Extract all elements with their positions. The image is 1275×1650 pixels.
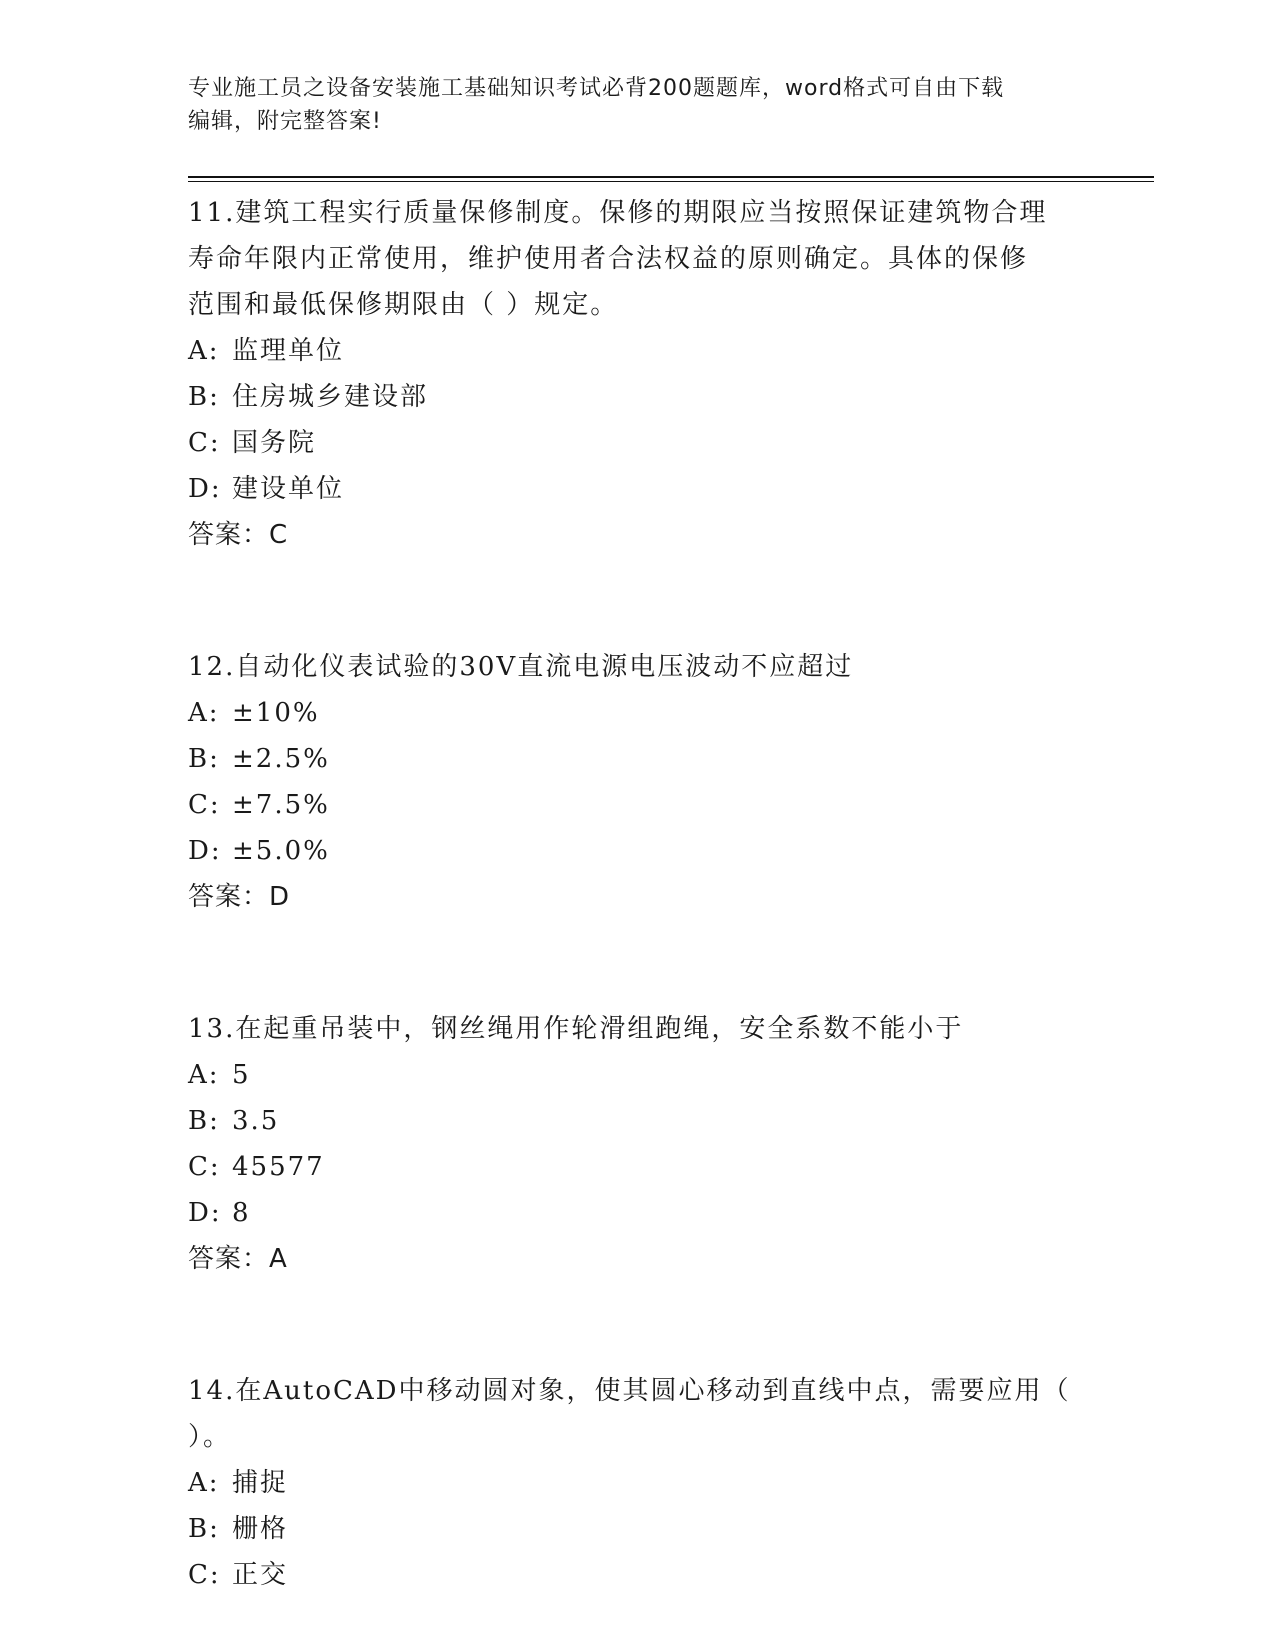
question-12 <box>188 644 1088 920</box>
option-text: 正交 <box>232 1560 289 1590</box>
question-stem <box>188 644 1088 690</box>
option-c <box>188 420 1088 466</box>
option-text: 捕捉 <box>232 1468 289 1498</box>
option-text: 栅格 <box>232 1514 289 1544</box>
option-label: A: <box>188 1468 220 1498</box>
document-header <box>188 72 1068 138</box>
option-a <box>188 1460 1088 1506</box>
option-b <box>188 374 1088 420</box>
option-label: D: <box>188 836 222 866</box>
stem-line: 11.建筑工程实行质量保修制度。保修的期限应当按照保证建筑物合理 <box>188 198 1048 228</box>
option-text: ±10% <box>232 698 320 728</box>
option-a <box>188 328 1088 374</box>
header-line-2: 编辑，附完整答案! <box>188 109 382 134</box>
option-d <box>188 466 1088 512</box>
question-spacer <box>188 558 1088 644</box>
option-a <box>188 1052 1088 1098</box>
stem-line: ）。 <box>188 1422 232 1452</box>
option-text: 45577 <box>232 1152 325 1182</box>
option-label: B: <box>188 1106 220 1136</box>
option-text: 8 <box>232 1198 251 1228</box>
option-label: C: <box>188 1152 221 1182</box>
option-label: C: <box>188 1560 221 1590</box>
option-d <box>188 1190 1088 1236</box>
option-label: C: <box>188 428 221 458</box>
question-spacer <box>188 920 1088 1006</box>
stem-line: 寿命年限内正常使用，维护使用者合法权益的原则确定。具体的保修 <box>188 244 1029 274</box>
option-text: ±5.0% <box>232 836 330 866</box>
question-stem <box>188 1368 1088 1460</box>
question-13 <box>188 1006 1088 1282</box>
option-label: A: <box>188 336 220 366</box>
question-14 <box>188 1368 1088 1598</box>
option-label: C: <box>188 790 221 820</box>
question-spacer <box>188 1282 1088 1368</box>
option-b <box>188 736 1088 782</box>
option-b <box>188 1098 1088 1144</box>
option-text: 监理单位 <box>232 336 345 366</box>
question-11 <box>188 190 1088 558</box>
question-stem <box>188 190 1088 328</box>
option-d <box>188 828 1088 874</box>
option-label: D: <box>188 474 222 504</box>
option-label: B: <box>188 1514 220 1544</box>
option-label: A: <box>188 1060 220 1090</box>
option-text: 国务院 <box>232 428 317 458</box>
stem-line: 13.在起重吊装中，钢丝绳用作轮滑组跑绳，安全系数不能小于 <box>188 1014 964 1044</box>
answer-line: 答案：C <box>188 520 289 550</box>
option-text: 建设单位 <box>232 474 345 504</box>
option-c <box>188 782 1088 828</box>
header-rule-thin <box>188 181 1154 182</box>
option-text: ±2.5% <box>232 744 330 774</box>
stem-line: 14.在AutoCAD中移动圆对象，使其圆心移动到直线中点，需要应用（ <box>188 1376 1071 1406</box>
option-c <box>188 1144 1088 1190</box>
stem-line: 12.自动化仪表试验的30V直流电源电压波动不应超过 <box>188 652 854 682</box>
option-label: B: <box>188 744 220 774</box>
option-c <box>188 1552 1088 1598</box>
option-label: B: <box>188 382 220 412</box>
option-text: 5 <box>232 1060 251 1090</box>
option-label: A: <box>188 698 220 728</box>
question-stem <box>188 1006 1088 1052</box>
option-text: ±7.5% <box>232 790 330 820</box>
header-rule-thick <box>188 176 1154 178</box>
question-list <box>188 190 1088 1598</box>
option-label: D: <box>188 1198 222 1228</box>
answer-line: 答案：A <box>188 1244 288 1274</box>
header-line-1: 专业施工员之设备安装施工基础知识考试必背200题题库，word格式可自由下载 <box>188 76 1005 101</box>
option-a <box>188 690 1088 736</box>
option-text: 3.5 <box>232 1106 280 1136</box>
answer-line: 答案：D <box>188 882 291 912</box>
stem-line: 范围和最低保修期限由（ ）规定。 <box>188 290 619 320</box>
option-b <box>188 1506 1088 1552</box>
option-text: 住房城乡建设部 <box>232 382 429 412</box>
